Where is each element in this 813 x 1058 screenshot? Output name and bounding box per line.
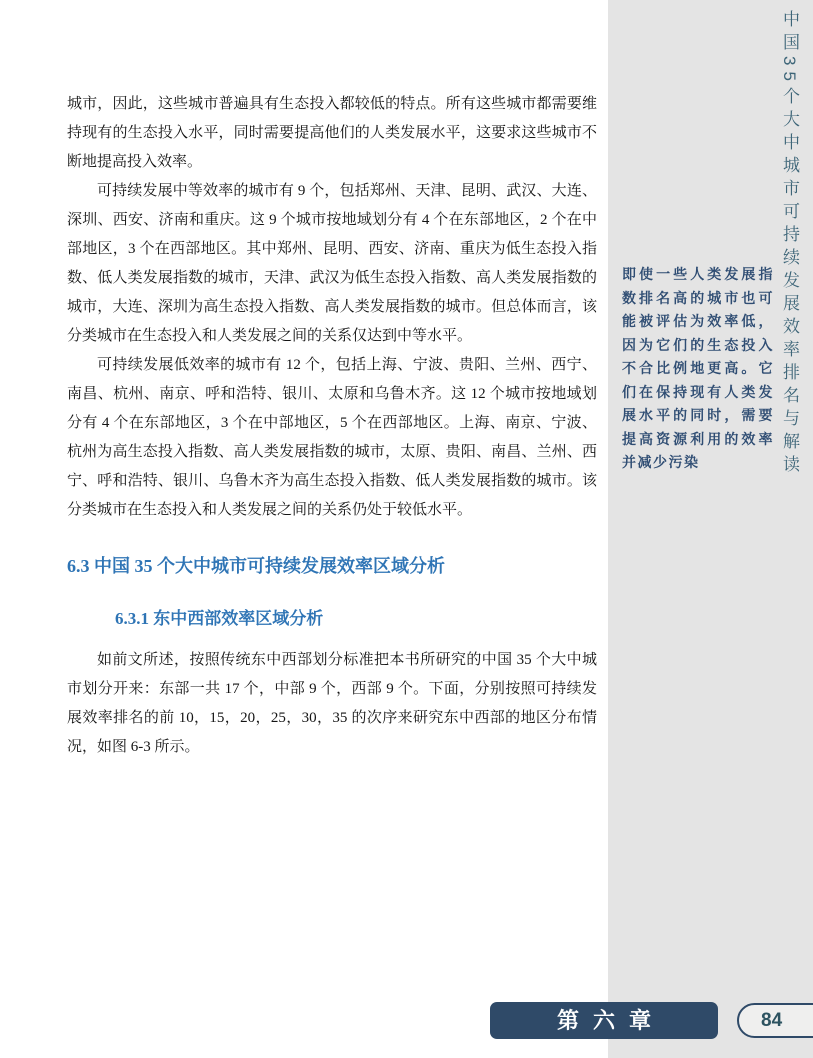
page-number-badge [737, 1003, 813, 1038]
chapter-label: 第六章 [556, 1007, 665, 1033]
sidebar [608, 0, 813, 1058]
paragraph-low-efficiency-cities: 可持续发展低效率的城市有 12 个，包括上海、宁波、贵阳、兰州、西宁、南昌、杭州、南京、呼和浩特、银川、太原和乌鲁木齐。这 12 个城市按地域划分有 4 个在东部地区，3 个在中部地区，5 个在西部地区。上海、南京、宁波、杭州为高生态投入指数、高人类发展指数的城市，太原、贵阳、南昌、兰州、西宁、呼和浩特、银川、乌鲁木齐为高生态投入指数、低人类发展指数的城市。该分类城市在生态投入和人类发展之间的关系仍处于较低水平。 [67, 357, 597, 518]
paragraph-continuation: 城市，因此，这些城市普遍具有生态投入都较低的特点。所有这些城市都需要维持现有的生态投入水平，同时需要提高他们的人类发展水平，这要求这些城市不断地提高投入效率。 [67, 96, 597, 170]
paragraph-medium-efficiency-cities: 可持续发展中等效率的城市有 9 个，包括郑州、天津、昆明、武汉、大连、深圳、西安、济南和重庆。这 9 个城市按地域划分有 4 个在东部地区，2 个在中部地区，3 个在西部地区。其中郑州、昆明、西安、济南、重庆为低生态投入指数、低人类发展指数的城市，天津、武汉为低生态投入指数、高人类发展指数的城市，大连、深圳为高生态投入指数、高人类发展指数的城市。但总体而言，该分类城市在生态投入和人类发展之间的关系仅达到中等水平。 [67, 183, 597, 344]
subsection-heading-6-3-1: 6.3.1 东中西部效率区域分析 [115, 609, 324, 628]
section-heading-6-3: 6.3 中国 35 个大中城市可持续发展效率区域分析 [67, 556, 445, 576]
vertical-book-title: 中国35个大中城市可持续发展效率排名与解读 [780, 10, 799, 478]
paragraph-region-division: 如前文所述，按照传统东中西部划分标准把本书所研究的中国 35 个大中城市划分开来：东部一共 17 个，中部 9 个，西部 9 个。下面，分别按照可持续发展效率排名的前 10，15，20，25，30，35 的次序来研究东中西部的地区分布情况，如图 6-3 所示。 [67, 652, 597, 755]
page-number: 84 [761, 1010, 783, 1031]
margin-note: 即使一些人类发展指数排名高的城市也可能被评估为效率低，因为它们的生态投入不合比例地更高。它们在保持现有人类发展水平的同时，需要提高资源利用的效率并减少污染 [622, 266, 774, 470]
page-body [67, 90, 597, 762]
chapter-tab [490, 1002, 718, 1039]
